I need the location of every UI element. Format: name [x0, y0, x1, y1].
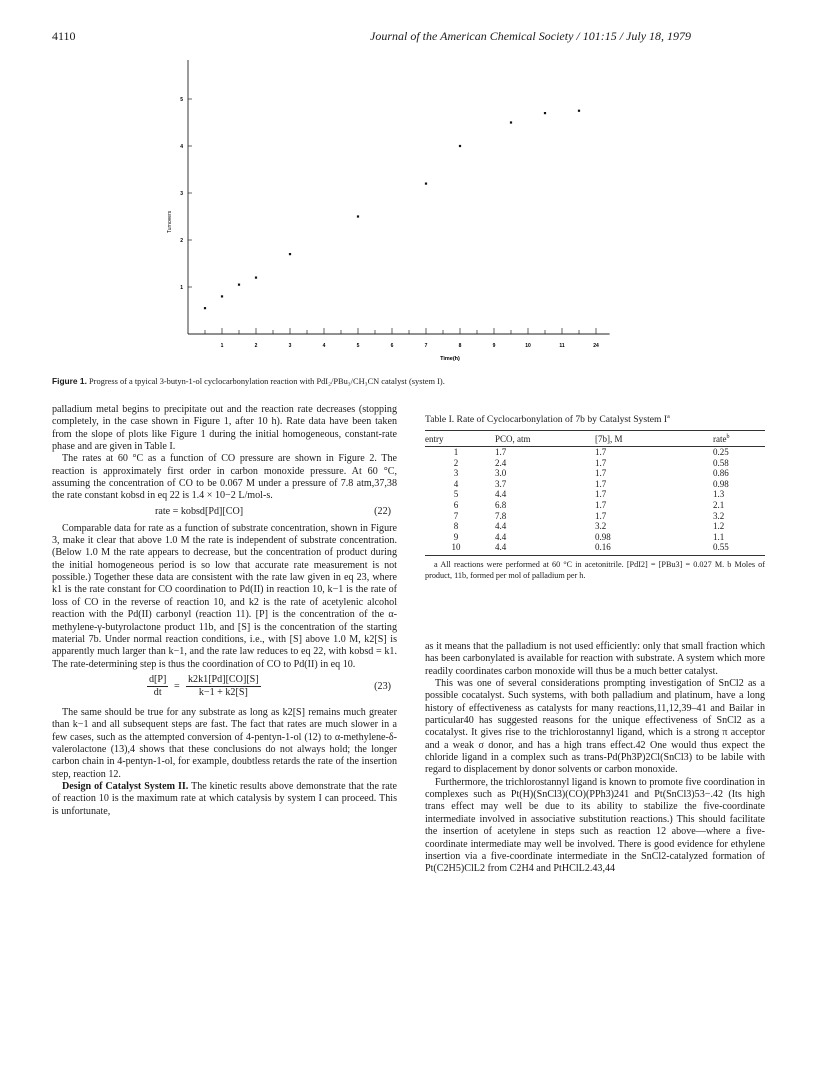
journal-header: Journal of the American Chemical Society / 101:15 / July 18, 1979 — [370, 29, 692, 43]
col1-p3: Comparable data for rate as a function of substrate concentration, shown in Figure 3, make it clear that above 1.0 M the rate is independent of substrate concentration. (Below 1.0 M the rate appears to decrease, but the concentration of product during the initial homogeneous period is so low that accurate rate measurement is not possible.) Together these data are consistent with the rate law given in eq 23, where k1 is the rate constant for CO coordination to Pd(II) in reaction 10, k−1 is the rate of loss of CO in the reverse of reaction 10, and k2 is the rate of acetylenic alcohol reaction with the Pd(II) carbonyl (reaction 11). [P] is the concentration of the α-methylene-γ-butyrolactone product 11b, and [S] is the concentration of the starting material 7b. Under normal reaction conditions, i.e., with [S] above 1.0 M, k2[S] is apparently much larger than k−1, and the rate law reduces to eq 22, with kobsd = k1. The rate-determining step is thus the coordination of CO to Pd(II) in eq 10. — [52, 522, 397, 670]
table-cell: 1.2 — [713, 521, 725, 532]
table-cell: 1.1 — [713, 531, 725, 542]
table-cell: 4.4 — [495, 531, 507, 542]
y-tick-label: 3 — [180, 191, 183, 197]
table-cell: 0.58 — [713, 457, 729, 468]
x-axis-label: Time(h) — [440, 356, 460, 362]
table-cell: 8 — [453, 521, 459, 532]
table-cell: 0.98 — [713, 478, 729, 489]
table-row — [425, 479, 765, 490]
table-cell: 0.98 — [595, 531, 611, 542]
table-cell: 10 — [425, 542, 487, 555]
table-row — [425, 468, 765, 479]
table-cell: 9 — [453, 531, 459, 542]
table-cell: 6.8 — [495, 499, 507, 510]
y-tick-label: 4 — [180, 144, 183, 150]
data-point — [459, 145, 461, 147]
table-cell: 1.7 — [595, 499, 607, 510]
equation-22 — [52, 505, 397, 521]
table-cell: 3.2 — [595, 521, 607, 532]
col1-p5: Design of Catalyst System II. The kinetic results above demonstrate that the rate of reaction 10 is the maximum rate at which catalysis by system I can proceed. This is unfortunate, — [52, 780, 397, 817]
table-row — [425, 500, 765, 511]
table-cell: 4.4 — [495, 489, 507, 500]
col1-p4: The same should be true for any substrate as long as k2[S] remains much greater than k−1 and all subsequent steps are fast. The fact that rates are much slower in a few cases, such as the attempted conversion of 4-pentyn-1-ol (12) to α-methylene-δ-valerolactone (13),4 shows that these conclusions do not always hold; the longer carbon chain in 4-pentyn-1-ol, for example, doubtless retards the rate of the insertion step, reaction 12. — [52, 706, 397, 780]
eq23-rhs: $\frac{k2k1[Pd][CO][S]}{k-1 + k2[S]}$ — [188, 673, 259, 699]
table-cell: 1.7 — [595, 489, 607, 500]
table-cell: 5 — [453, 489, 459, 500]
data-point — [510, 121, 512, 123]
table-cell: 4 — [453, 478, 459, 489]
table-cell: 7.8 — [495, 510, 507, 521]
data-point — [578, 110, 580, 112]
col1-p1: palladium metal begins to precipitate out and the reaction rate decreases (stopping completely, in the case shown in Figure 1, after 10 h). Rate data have been taken from the slope of plots like Figure 1 during the initial homogeneous, constant-rate phase and are given in Table I. — [52, 404, 397, 453]
x-tick-label: 1 — [220, 343, 224, 349]
table-cell: 4.4 — [495, 521, 507, 532]
table-cell: 0.16 — [585, 542, 705, 555]
caption-text: Progress of a tpyical 3-butyn-1-ol cyclocarbonylation reaction with PdI₂/PBu₃/CH₃CN catalyst (system I). — [89, 377, 445, 386]
table-row — [425, 447, 765, 458]
x-tick-label: 4 — [322, 343, 326, 349]
table-cell: 0.55 — [705, 542, 765, 555]
data-point — [425, 183, 427, 185]
page-number: 4110 — [52, 29, 76, 43]
table-cell: 3 — [453, 468, 459, 479]
x-tick-label: 2 — [254, 343, 258, 349]
col2-p2: This was one of several considerations prompting investigation of SnCl2 as a possible cocatalyst. Such systems, with both palladium and platinum, have a long history of effectiveness as catalysts for many reactions,11,12,39–41 and Bailar in particular40 has suggested reasons for the unique effectiveness of SnCl2 as a cocatalyst. It gives rise to the trichlorostannyl ligand, which is a strong π acceptor and a weak σ donor, and has a high trans effect.42 One would thus expect the chloride ligand in a complex such as trans-Pd(Ph3P)2Cl(SnCl3) to be labile with regard to displacement by donor solvents or carbon monoxide. — [425, 678, 765, 776]
data-point — [357, 215, 359, 217]
table-row — [425, 489, 765, 500]
table-cell: 1.7 — [595, 457, 607, 468]
table-cell: 3.2 — [713, 510, 725, 521]
rate-table — [425, 430, 765, 556]
col2-p1: as it means that the palladium is not used efficiently: only that small fraction which has been carbonylated is available for reaction with substrate. A system which more readily coordinates carbon monoxide will thus be a much better catalyst. — [425, 641, 765, 677]
th-pco: PCO, atm — [487, 431, 585, 447]
y-axis-label: Turnovers — [167, 210, 173, 234]
data-point — [255, 277, 257, 279]
table-cell: 2 — [453, 457, 459, 468]
table-cell: 1.3 — [713, 489, 725, 500]
x-tick-label: 3 — [288, 343, 292, 349]
table-cell: 4.4 — [487, 542, 585, 555]
table-footnote: a All reactions were performed at 60 °C in acetonitrile. [PdI2] = [PBu3] = 0.027 M. b Moles of product, 11b, formed per mol of palladium per h. — [425, 560, 765, 580]
x-tick-label: 11 — [559, 343, 565, 349]
table-cell: 0.86 — [713, 468, 729, 479]
table-row — [425, 511, 765, 522]
data-point — [204, 307, 206, 309]
table-row — [425, 521, 765, 532]
col2-p3: Furthermore, the trichlorostannyl ligand is known to promote five coordination in complexes such as Pt(H)(SnCl3)(CO)(PPh3)241 and Pt(SnCl3)53−.42 (Its high trans effect may well be due to its ability to stabilize the five-coordinate intermediate involved in associative substitution reactions.) This should facilitate the insertion of acetylene in steps such as reaction 12 above—where a five-coordinate intermediate may well be involved. There is good evidence for ethylene insertion via a five-coordinate intermediate in the SnCl2-catalyzed formation of Pt(C2H5)ClL2 from C2H4 and PtHClL2.43,44 — [425, 776, 765, 875]
data-point — [238, 284, 240, 286]
data-point — [221, 295, 223, 297]
table-cell: 2.4 — [495, 457, 507, 468]
table-row — [425, 542, 765, 555]
data-point — [544, 112, 546, 114]
x-tick-label: 5 — [356, 343, 360, 349]
table-title: Table I. Rate of Cyclocarbonylation of 7b by Catalyst System $I^a$ — [425, 414, 670, 426]
data-point — [289, 253, 291, 255]
th-rate: rate$^b$ — [705, 431, 765, 447]
chart-axes — [188, 60, 610, 334]
table-cell: 1.7 — [595, 478, 607, 489]
th-conc: [7b], M — [585, 431, 705, 447]
table-row — [425, 458, 765, 469]
table-cell: 1 — [453, 447, 459, 457]
x-tick-label: 10 — [525, 343, 531, 349]
table-cell: 3.7 — [495, 478, 507, 489]
col1-p2: The rates at 60 °C as a function of CO pressure are shown in Figure 2. The reaction is approximately first order in carbon monoxide pressure. At 60 °C, assuming the concentration of CO to be 0.067 M under a pressure of 7.8 atm,37,38 the rate constant kobsd in eq 22 is 1.4 × 10−2 L/mol-s. — [52, 453, 397, 502]
y-tick-label: 2 — [180, 238, 183, 244]
table-cell: 1.7 — [595, 510, 607, 521]
x-tick-label: 7 — [424, 343, 428, 349]
equation-23: $\frac{d[P]}{dt}$ = $\frac{k2k1[Pd][CO][S]}{k-1 + k2[S]}$ (23) — [149, 673, 391, 699]
caption-label: Figure 1. — [52, 376, 87, 386]
table-row — [425, 532, 765, 543]
right-column — [425, 641, 765, 876]
eq22-formula: rate = kobsd[Pd][CO] — [155, 505, 244, 517]
x-tick-label: 24 — [593, 343, 599, 349]
left-column — [52, 404, 397, 818]
eq23-lhs: $\frac{d[P]}{dt}$ — [149, 673, 167, 699]
x-tick-label: 6 — [390, 343, 394, 349]
table-cell: 0.25 — [713, 447, 729, 457]
x-tick-label: 9 — [492, 343, 496, 349]
y-tick-label: 1 — [180, 285, 183, 291]
figure-1-chart — [160, 52, 680, 364]
table-cell: 1.7 — [495, 447, 507, 457]
figure-caption — [52, 376, 445, 386]
table-cell: 7 — [453, 510, 459, 521]
eq22-number: (22) — [374, 505, 391, 517]
y-tick-label: 5 — [180, 97, 183, 103]
x-tick-label: 8 — [458, 343, 462, 349]
th-entry: entry — [425, 431, 487, 447]
chart-ticks — [180, 97, 599, 349]
chart-points — [204, 110, 580, 310]
section-heading: Design of Catalyst System II. — [62, 780, 189, 792]
table-cell: 1.7 — [595, 447, 607, 457]
table-cell: 6 — [453, 499, 459, 510]
eq23-number: (23) — [374, 680, 391, 692]
table-cell: 3.0 — [495, 468, 507, 479]
table-cell: 2.1 — [713, 499, 725, 510]
table-cell: 1.7 — [595, 468, 607, 479]
